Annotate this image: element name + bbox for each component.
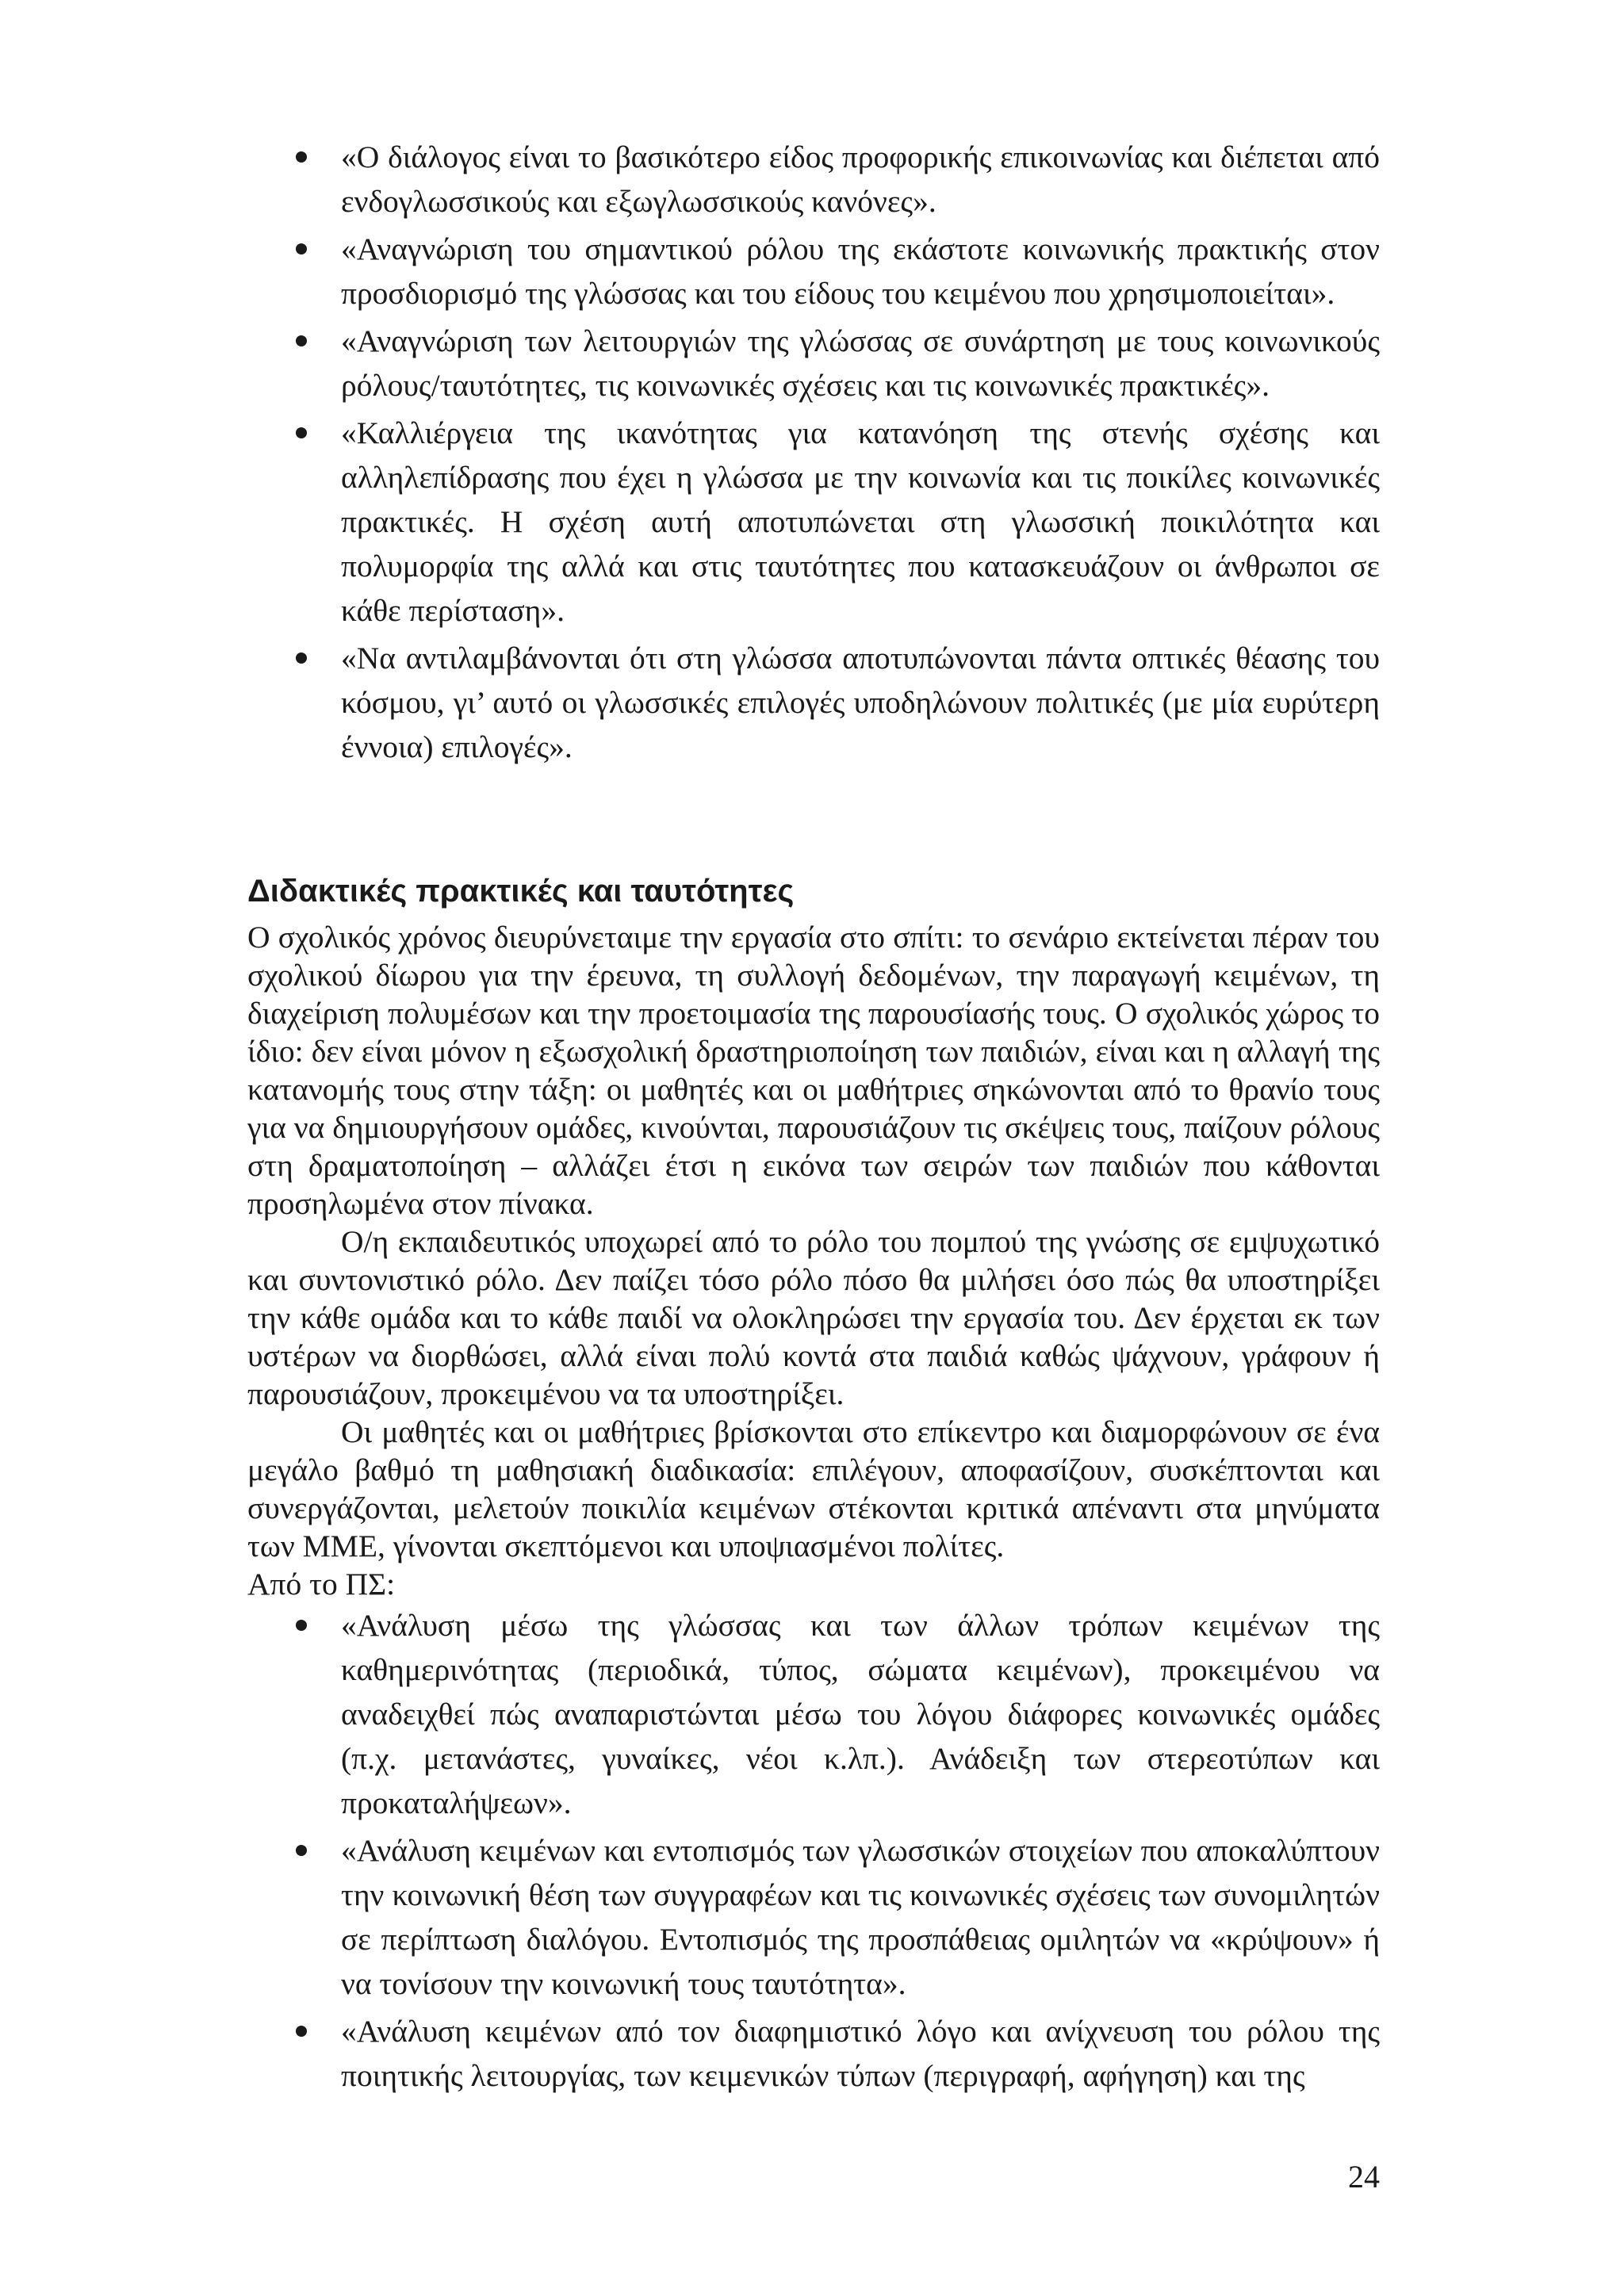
list-item: «Αναγνώριση του σημαντικού ρόλου της εκάστοτε κοινωνικής πρακτικής στον προσδιορισμό της γλώσσας και του είδους του κειμένου που χρησιμοποιείται». [341,227,1380,316]
paragraph: Από το ΠΣ: [247,1567,396,1601]
page-number: 24 [1348,2159,1380,2195]
list-item: «Ανάλυση κειμένων και εντοπισμός των γλωσσικών στοιχείων που αποκαλύπτουν την κοινωνική θέση των συγγραφέων και τις κοινωνικές σχέσεις των συνομιλητών σε περίπτωση διαλόγου. Εντοπισμός της προσπάθειας ομιλητών να «κρύψουν» ή να τονίσουν την κοινωνική τους ταυτότητα». [341,1828,1380,2006]
bullet-list-top [341,135,1380,772]
paragraph: Ο/η εκπαιδευτικός υποχωρεί από το ρόλο του πομπού της γνώσης σε εμψυχωτικό και συντονιστικό ρόλο. Δεν παίζει τόσο ρόλο πόσο θα μιλήσει όσο πώς θα υποστηρίξει την κάθε ομάδα και το κάθε παιδί να ολοκληρώσει την εργασία του. Δεν έρχεται εκ των υστέρων να διορθώσει, αλλά είναι πολύ κοντά στα παιδιά καθώς ψάχνουν, γράφουν ή παρουσιάζουν, προκειμένου να τα υποστηρίξει. [247,1224,1380,1411]
body-text [247,918,1380,1603]
list-item: «Ανάλυση μέσω της γλώσσας και των άλλων τρόπων κειμένων της καθημερινότητας (περιοδικά, τύπος, σώματα κειμένων), προκειμένου να αναδειχθεί πώς αναπαριστώνται μέσω του λόγου διάφορες κοινωνικές ομάδες (π.χ. μετανάστες, γυναίκες, νέοι κ.λπ.). Ανάδειξη των στερεοτύπων και προκαταλήψεων». [341,1603,1380,1825]
list-item: «Αναγνώριση των λειτουργιών της γλώσσας σε συνάρτηση με τους κοινωνικούς ρόλους/ταυτότητες, τις κοινωνικές σχέσεις και τις κοινωνικές πρακτικές». [341,319,1380,408]
list-item: «Ανάλυση κειμένων από τον διαφημιστικό λόγο και ανίχνευση του ρόλου της ποιητικής λειτουργίας, των κειμενικών τύπων (περιγραφή, αφήγηση) και της [341,2009,1380,2098]
paragraph: Οι μαθητές και οι μαθήτριες βρίσκονται στο επίκεντρο και διαμορφώνουν σε ένα μεγάλο βαθμό τη μαθησιακή διαδικασία: επιλέγουν, αποφασίζουν, συσκέπτονται και συνεργάζονται, μελετούν ποικιλία κειμένων στέκονται κριτικά απέναντι στα μηνύματα των ΜΜΕ, γίνονται σκεπτόμενοι και υποψιασμένοι πολίτες. [247,1414,1380,1563]
paragraph: Ο σχολικός χρόνος διευρύνεταιμε την εργασία στο σπίτι: το σενάριο εκτείνεται πέραν του σχολικού δίωρου για την έρευνα, τη συλλογή δεδομένων, την παραγωγή κειμένων, τη διαχείριση πολυμέσων και την προετοιμασία της παρουσίασής τους. Ο σχολικός χώρος το ίδιο: δεν είναι μόνον η εξωσχολική δραστηριοποίηση των παιδιών, είναι και η αλλαγή της κατανομής τους στην τάξη: οι μαθητές και οι μαθήτριες σηκώνονται από το θρανίο τους για να δημιουργήσουν ομάδες, κινούνται, παρουσιάζουν τις σκέψεις τους, παίζουν ρόλους στη δραματοποίηση – αλλάζει έτσι η εικόνα των σειρών των παιδιών που κάθονται προσηλωμένα στον πίνακα. [247,920,1380,1221]
list-item: «Να αντιλαμβάνονται ότι στη γλώσσα αποτυπώνονται πάντα οπτικές θέασης του κόσμου, γι’ αυτό οι γλωσσικές επιλογές υποδηλώνουν πολιτικές (με μία ευρύτερη έννοια) επιλογές». [341,636,1380,769]
bullet-list-bottom [341,1603,1380,2101]
list-item: «Ο διάλογος είναι το βασικότερο είδος προφορικής επικοινωνίας και διέπεται από ενδογλωσσικούς και εξωγλωσσικούς κανόνες». [341,135,1380,224]
section-heading: Διδακτικές πρακτικές και ταυτότητες [247,874,795,909]
list-item: «Καλλιέργεια της ικανότητας για κατανόηση της στενής σχέσης και αλληλεπίδρασης που έχει η γλώσσα με την κοινωνία και τις ποικίλες κοινωνικές πρακτικές. Η σχέση αυτή αποτυπώνεται στη γλωσσική ποικιλότητα και πολυμορφία της αλλά και στις ταυτότητες που κατασκευάζουν οι άνθρωποι σε κάθε περίσταση». [341,411,1380,633]
